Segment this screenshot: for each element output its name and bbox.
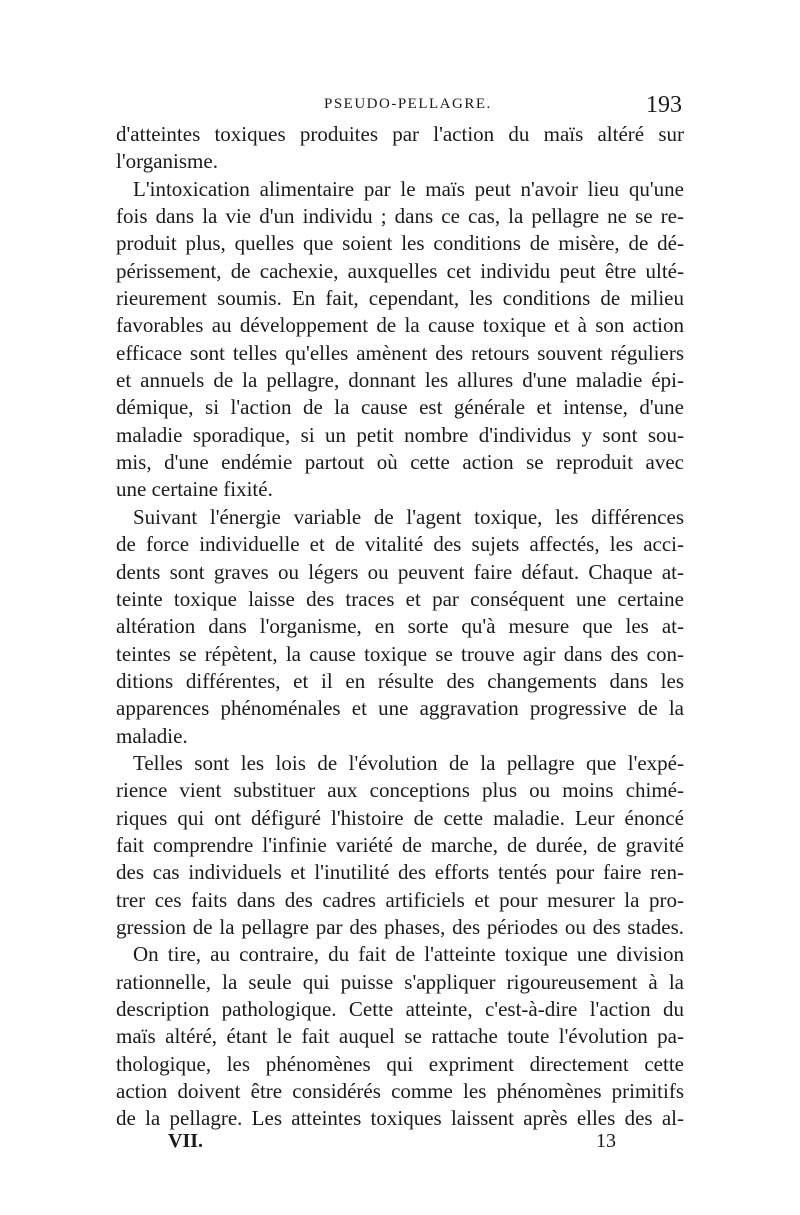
text-line: description pathologique. Cette atteinte, c'est-à-dire l'action du <box>116 997 684 1021</box>
text-line: maïs altéré, étant le fait auquel se rattache toute l'évolution pa- <box>116 1024 684 1049</box>
signature-number: 13 <box>596 1130 616 1152</box>
body-text <box>116 121 684 1133</box>
text-line: rience vient substituer aux conceptions plus ou moins chimé- <box>116 778 684 803</box>
text-line: Telles sont les lois de l'évolution de la pellagre que l'expé- <box>133 750 684 775</box>
text-line: favorables au développement de la cause toxique et à son action <box>116 313 684 338</box>
page-number: 193 <box>646 92 682 118</box>
running-head: PSEUDO-PELLAGRE. <box>324 96 492 112</box>
text-line: une certaine fixité. <box>116 477 273 502</box>
text-line: teinte toxique laisse des traces et par conséquent une certaine <box>116 586 684 611</box>
text-line: thologique, les phénomènes qui expriment directement cette <box>116 1051 684 1076</box>
text-line: rieurement soumis. En fait, cependant, les conditions de milieu <box>116 286 684 311</box>
text-line: efficace sont telles qu'elles amènent des retours souvent réguliers <box>116 340 684 365</box>
text-line: gression de la pellagre par des phases, des périodes ou des stades. <box>116 914 684 939</box>
text-line: riques qui ont défiguré l'histoire de cette maladie. Leur énoncé <box>116 805 684 830</box>
text-line: mis, d'une endémie partout où cette action se reproduit avec <box>116 450 684 475</box>
text-line: des cas individuels et l'inutilité des efforts tentés pour faire ren- <box>116 860 684 885</box>
text-line: d'atteintes toxiques produites par l'action du maïs altéré sur <box>116 122 684 146</box>
text-line: périssement, de cachexie, auxquelles cet individu peut être ulté- <box>116 258 684 283</box>
text-line: fait comprendre l'infinie variété de marche, de durée, de gravité <box>116 832 684 857</box>
text-line: On tire, au contraire, du fait de l'atteinte toxique une division <box>133 942 684 967</box>
text-line: Suivant l'énergie variable de l'agent toxique, les différences <box>133 504 684 529</box>
text-line: altération dans l'organisme, en sorte qu'à mesure que les at- <box>116 614 684 639</box>
signature-mark: VII. <box>168 1130 204 1152</box>
text-line: démique, si l'action de la cause est générale et intense, d'une <box>116 395 684 420</box>
page-footer <box>116 1130 684 1160</box>
text-line: dents sont graves ou légers ou peuvent faire défaut. Chaque at- <box>116 559 684 584</box>
text-line: ditions différentes, et il en résulte des changements dans les <box>116 668 684 693</box>
text-line: action doivent être considérés comme les phénomènes primitifs <box>116 1079 684 1104</box>
text-line: de la pellagre. Les atteintes toxiques laissent après elles des al- <box>116 1106 684 1131</box>
text-line: trer ces faits dans des cadres artificiels et pour mesurer la pro- <box>116 887 684 912</box>
text-line: produit plus, quelles que soient les conditions de misère, de dé- <box>116 231 684 256</box>
text-line: rationnelle, la seule qui puisse s'appliquer rigoureusement à la <box>116 969 684 994</box>
text-line: l'organisme. <box>116 149 218 174</box>
text-line: maladie. <box>116 723 188 748</box>
text-line: et annuels de la pellagre, donnant les allures d'une maladie épi- <box>116 368 684 393</box>
text-line: L'intoxication alimentaire par le maïs peut n'avoir lieu qu'une <box>133 176 684 201</box>
text-line: de force individuelle et de vitalité des sujets affectés, les acci- <box>116 532 684 557</box>
text-line: teintes se répètent, la cause toxique se trouve agir dans des con- <box>116 641 684 666</box>
text-line: apparences phénoménales et une aggravation progressive de la <box>116 696 684 721</box>
text-line: fois dans la vie d'un individu ; dans ce cas, la pellagre ne se re- <box>116 204 684 229</box>
text-line: maladie sporadique, si un petit nombre d'individus y sont sou- <box>116 422 684 447</box>
